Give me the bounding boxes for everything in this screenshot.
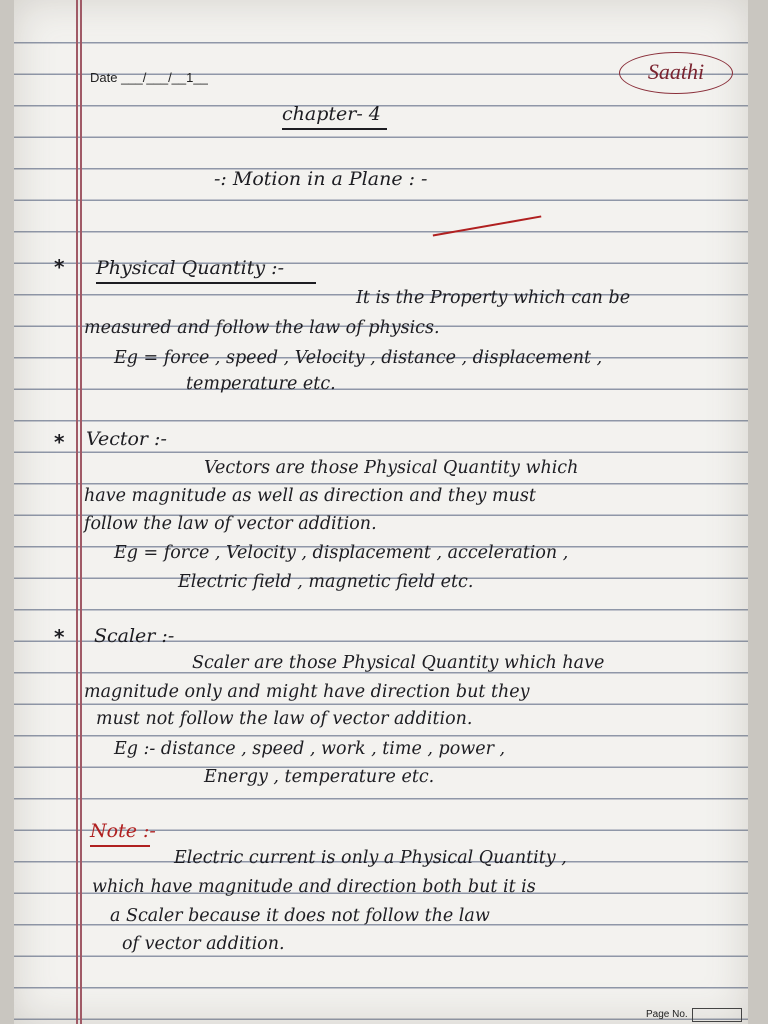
text-line: follow the law of vector addition.	[84, 514, 377, 534]
section-heading-scaler: Scaler :-	[94, 625, 175, 647]
page-number-label: Page No.	[646, 1009, 688, 1020]
text-line: Eg = force , speed , Velocity , distance , displacement ,	[114, 348, 603, 368]
section-heading-vector: Vector :-	[86, 428, 167, 450]
text-line: Electric current is only a Physical Quantity ,	[174, 848, 567, 868]
chapter-underline	[282, 128, 387, 130]
chapter-heading: chapter- 4	[282, 103, 381, 125]
text-line: Vectors are those Physical Quantity which	[204, 458, 579, 478]
page-number-box	[692, 1008, 742, 1022]
text-line: Scaler are those Physical Quantity which have	[192, 653, 605, 673]
page-title: -: Motion in a Plane : -	[214, 168, 428, 190]
text-line: It is the Property which can be	[356, 288, 631, 308]
text-line: Energy , temperature etc.	[204, 767, 435, 787]
section-heading-note: Note :-	[90, 820, 156, 842]
text-line: of vector addition.	[122, 934, 285, 954]
notebook-page	[14, 0, 748, 1024]
text-line: a Scaler because it does not follow the law	[110, 906, 490, 926]
text-line: must not follow the law of vector addition.	[96, 709, 473, 729]
text-line: Eg :- distance , speed , work , time , power ,	[114, 739, 506, 759]
margin-line	[76, 0, 78, 1024]
text-line: Eg = force , Velocity , displacement , acceleration ,	[114, 543, 569, 563]
text-line: measured and follow the law of physics.	[84, 318, 440, 338]
brand-logo: Saathi	[619, 52, 733, 94]
title-underline	[433, 215, 542, 236]
margin-line-inner	[80, 0, 82, 1024]
text-line: Electric field , magnetic field etc.	[178, 572, 474, 592]
bullet-star-icon: *	[54, 625, 65, 649]
bullet-star-icon: *	[54, 430, 65, 454]
section-heading-physical-quantity: Physical Quantity :-	[96, 257, 284, 279]
date-field: Date ___/___/__1__	[90, 70, 208, 85]
heading-underline	[96, 282, 316, 284]
bullet-star-icon: *	[54, 255, 65, 279]
text-line: have magnitude as well as direction and they must	[84, 486, 536, 506]
text-line: which have magnitude and direction both but it is	[92, 877, 536, 897]
text-line: magnitude only and might have direction but they	[84, 682, 530, 702]
note-underline	[90, 845, 150, 847]
text-line: temperature etc.	[186, 374, 336, 394]
